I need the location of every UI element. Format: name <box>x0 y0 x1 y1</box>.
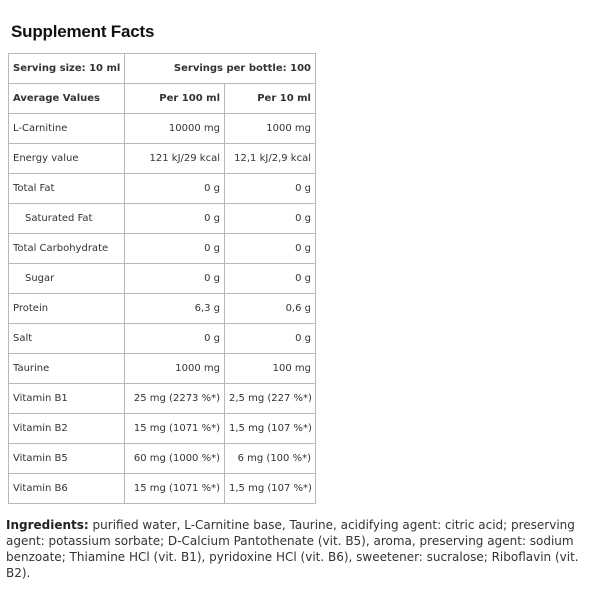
value-per-100ml: 0 g <box>125 264 225 294</box>
ingredients-label: Ingredients: <box>6 518 89 532</box>
value-per-10ml: 0 g <box>225 204 316 234</box>
nutrient-name: Sugar <box>9 264 125 294</box>
table-row <box>9 474 316 504</box>
table-row <box>9 414 316 444</box>
table-row <box>9 174 316 204</box>
value-per-100ml: 60 mg (1000 %*) <box>125 444 225 474</box>
nutrient-name: Saturated Fat <box>9 204 125 234</box>
header-per-10ml: Per 10 ml <box>225 84 316 114</box>
value-per-10ml: 0 g <box>225 234 316 264</box>
value-per-100ml: 15 mg (1071 %*) <box>125 414 225 444</box>
value-per-10ml: 100 mg <box>225 354 316 384</box>
ingredients-text <box>6 517 594 581</box>
ingredients-list: purified water, L-Carnitine base, Taurine, acidifying agent: citric acid; preserving agent: potassium sorbate; D-Calcium Pantothenate (vit. B5), aroma, preserving agent: sodium benzoate; Thiamine HCl (vit. B1), pyridoxine HCl (vit. B6), sweetener: sucralose; Riboflavin (vit. B2). <box>6 518 579 580</box>
table-row <box>9 294 316 324</box>
nutrient-name: Energy value <box>9 144 125 174</box>
table-row <box>9 234 316 264</box>
value-per-100ml: 1000 mg <box>125 354 225 384</box>
value-per-10ml: 0 g <box>225 324 316 354</box>
value-per-10ml: 2,5 mg (227 %*) <box>225 384 316 414</box>
nutrient-name: Vitamin B6 <box>9 474 125 504</box>
serving-size: Serving size: 10 ml <box>9 54 125 84</box>
value-per-100ml: 15 mg (1071 %*) <box>125 474 225 504</box>
value-per-100ml: 6,3 g <box>125 294 225 324</box>
table-row <box>9 354 316 384</box>
value-per-100ml: 0 g <box>125 234 225 264</box>
nutrient-name: Total Carbohydrate <box>9 234 125 264</box>
nutrient-name: Vitamin B1 <box>9 384 125 414</box>
value-per-100ml: 0 g <box>125 204 225 234</box>
nutrient-name: Total Fat <box>9 174 125 204</box>
table-row <box>9 204 316 234</box>
value-per-10ml: 12,1 kJ/2,9 kcal <box>225 144 316 174</box>
nutrient-name: Taurine <box>9 354 125 384</box>
header-row <box>9 84 316 114</box>
value-per-10ml: 0 g <box>225 174 316 204</box>
nutrient-name: Vitamin B5 <box>9 444 125 474</box>
table-row <box>9 264 316 294</box>
header-per-100ml: Per 100 ml <box>125 84 225 114</box>
page-title: Supplement Facts <box>11 22 155 41</box>
nutrient-name: Vitamin B2 <box>9 414 125 444</box>
value-per-10ml: 1,5 mg (107 %*) <box>225 414 316 444</box>
table-row <box>9 384 316 414</box>
header-average-values: Average Values <box>9 84 125 114</box>
table-row <box>9 114 316 144</box>
value-per-10ml: 0 g <box>225 264 316 294</box>
table-row <box>9 324 316 354</box>
servings-per-bottle: Servings per bottle: 100 <box>125 54 316 84</box>
value-per-100ml: 0 g <box>125 174 225 204</box>
supplement-facts-table <box>8 53 316 504</box>
table-row <box>9 444 316 474</box>
table-row <box>9 144 316 174</box>
nutrient-name: Salt <box>9 324 125 354</box>
value-per-10ml: 6 mg (100 %*) <box>225 444 316 474</box>
value-per-10ml: 0,6 g <box>225 294 316 324</box>
value-per-100ml: 0 g <box>125 324 225 354</box>
value-per-10ml: 1000 mg <box>225 114 316 144</box>
serving-row <box>9 54 316 84</box>
value-per-10ml: 1,5 mg (107 %*) <box>225 474 316 504</box>
value-per-100ml: 25 mg (2273 %*) <box>125 384 225 414</box>
nutrient-name: Protein <box>9 294 125 324</box>
value-per-100ml: 10000 mg <box>125 114 225 144</box>
value-per-100ml: 121 kJ/29 kcal <box>125 144 225 174</box>
nutrient-name: L-Carnitine <box>9 114 125 144</box>
